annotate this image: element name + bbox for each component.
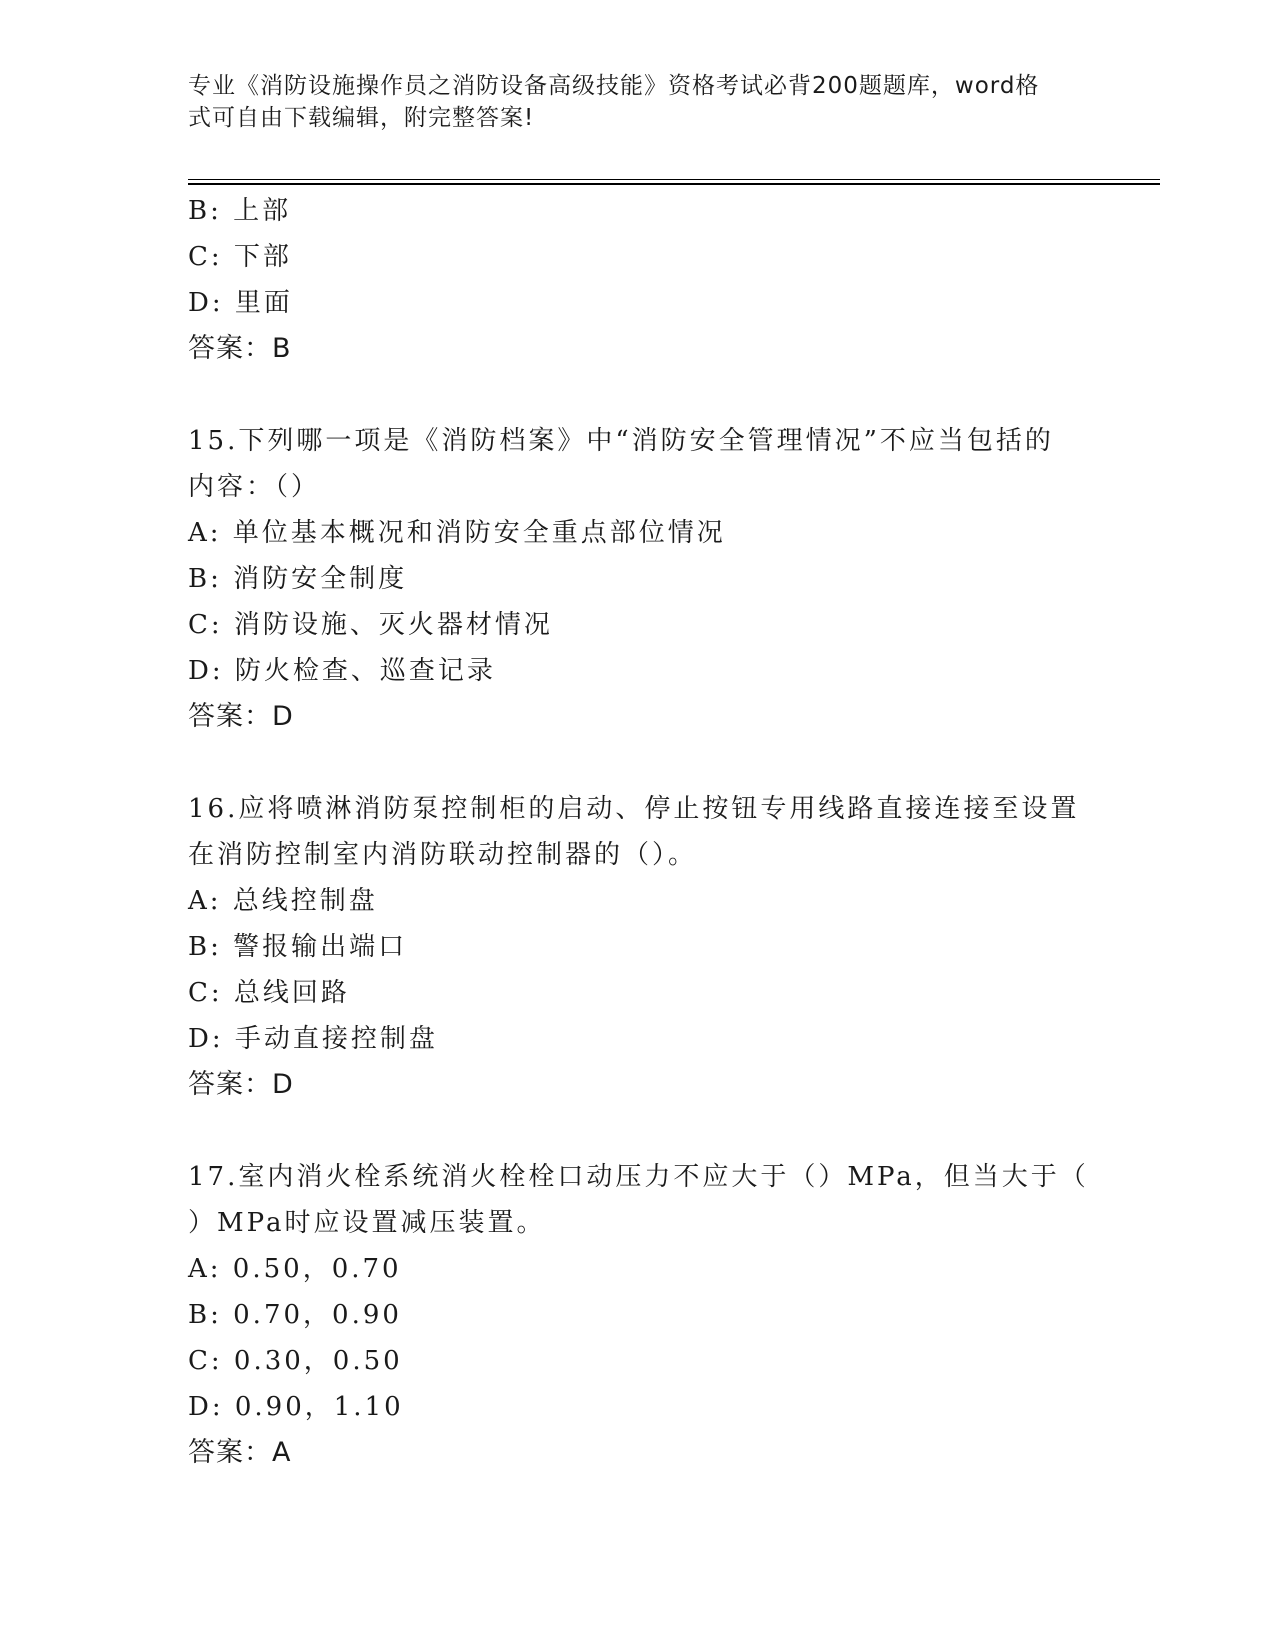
spacer xyxy=(188,740,1088,786)
option-a: A: 0.50，0.70 xyxy=(188,1254,402,1284)
option-a: A: 总线控制盘 xyxy=(188,886,378,916)
option-b: B: 上部 xyxy=(188,196,292,226)
question-text-line-2: ）MPa时应设置减压装置。 xyxy=(188,1208,546,1238)
spacer xyxy=(188,1108,1088,1154)
option-c: C: 消防设施、灭火器材情况 xyxy=(188,610,553,640)
question-text-line-2: 内容：（） xyxy=(188,472,321,502)
spacer xyxy=(188,372,1088,418)
question-text-line-2: 在消防控制室内消防联动控制器的（）。 xyxy=(188,840,698,870)
option-b: B: 警报输出端口 xyxy=(188,932,408,962)
answer-line: 答案：A xyxy=(188,1437,292,1468)
answer-line: 答案：D xyxy=(188,1069,294,1100)
option-d: D: 防火检查、巡查记录 xyxy=(188,656,496,686)
option-c: C: 0.30，0.50 xyxy=(188,1346,403,1376)
option-d: D: 0.90，1.10 xyxy=(188,1392,404,1422)
option-a: A: 单位基本概况和消防安全重点部位情况 xyxy=(188,518,726,548)
option-b: B: 0.70，0.90 xyxy=(188,1300,402,1330)
answer-line: 答案：B xyxy=(188,333,292,364)
header-title-line-2: 式可自由下载编辑，附完整答案! xyxy=(188,105,535,131)
header-rule-thick xyxy=(188,183,1160,185)
question-content xyxy=(188,188,1088,1476)
option-c: C: 总线回路 xyxy=(188,978,350,1008)
question-16 xyxy=(188,786,1088,1108)
option-d: D: 手动直接控制盘 xyxy=(188,1024,438,1054)
option-d: D: 里面 xyxy=(188,288,293,318)
question-17 xyxy=(188,1154,1088,1476)
header-title-line-1: 专业《消防设施操作员之消防设备高级技能》资格考试必背200题题库，word格 xyxy=(188,73,1040,99)
question-15 xyxy=(188,418,1088,740)
question-text-line-1: 16.应将喷淋消防泵控制柜的启动、停止按钮专用线路直接连接至设置 xyxy=(188,794,1080,824)
document-header xyxy=(188,70,1068,134)
question-text-line-1: 17.室内消火栓系统消火栓栓口动压力不应大于（）MPa，但当大于（ xyxy=(188,1162,1089,1192)
header-rule-thin xyxy=(188,179,1160,180)
question-text-line-1: 15.下列哪一项是《消防档案》中“消防安全管理情况”不应当包括的 xyxy=(188,426,1054,456)
option-c: C: 下部 xyxy=(188,242,292,272)
option-b: B: 消防安全制度 xyxy=(188,564,408,594)
continued-question xyxy=(188,188,1088,372)
answer-line: 答案：D xyxy=(188,701,294,732)
